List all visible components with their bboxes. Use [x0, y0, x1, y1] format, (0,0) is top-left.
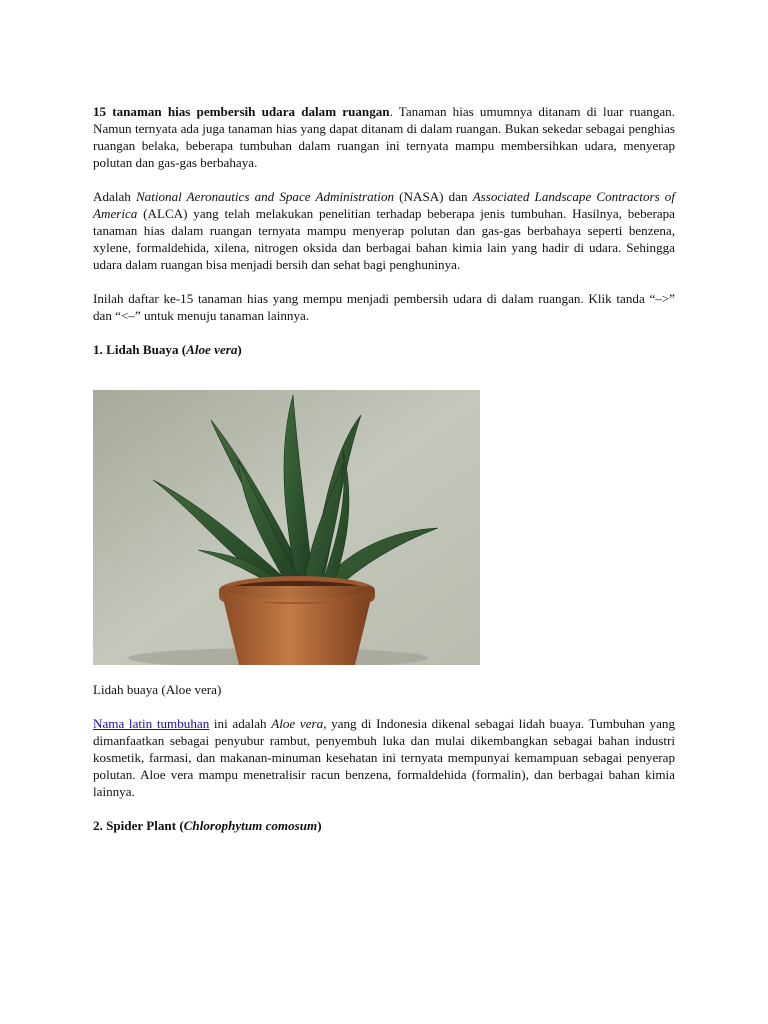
- aloe-vera-photo: [93, 390, 480, 665]
- item-2-heading-prefix: 2. Spider Plant (: [93, 818, 184, 833]
- nasa-text-1: Adalah: [93, 189, 136, 204]
- latin-name-link[interactable]: Nama latin tumbuhan: [93, 716, 210, 731]
- nasa-name: National Aeronautics and Space Administration: [135, 189, 395, 204]
- item-1-content: [93, 715, 675, 851]
- item-1-heading-suffix: ): [237, 342, 242, 357]
- item-1-heading-latin: Aloe vera: [186, 342, 238, 357]
- nasa-text-2: (NASA) dan: [394, 189, 473, 204]
- item-1-text-2: , yang di Indonesia dikenal sebagai lidah buaya. Tumbuhan yang dimanfaatkan sebagai penyubur rambut, penyembuh luka dan mulai dikembangkan sebagai bahan industri kosmetik, farmasi, dan makanan-minuman kesehatan ini ternyata mempunyai kemampuan sebagai penyerap polutan. Aloe vera mampu menetralisir racun benzena, formaldehida (formalin), dan berbagai bahan kimia lainnya.: [93, 716, 676, 799]
- alca-name: Associated Landscape Contractors of America: [93, 189, 675, 221]
- item-1-paragraph: [93, 715, 675, 800]
- item-2-heading: [93, 817, 675, 834]
- item-1-latin: Aloe vera: [271, 716, 324, 731]
- list-intro-paragraph: Inilah daftar ke-15 tanaman hias yang mempu menjadi pembersih udara di dalam ruangan. Klik tanda “–>” dan “<–” untuk menuju tanaman lainnya.: [93, 291, 675, 323]
- intro-text: . Tanaman hias umumnya ditanam di luar ruangan. Namun ternyata ada juga tanaman hias yang dapat ditanam di dalam ruangan. Bukan sekedar sebagai penghias ruangan belaka, beberapa tumbuhan dalam ruangan ini ternyata mampu membersihkan udara, menyerap polutan dan gas-gas berbahaya.: [93, 104, 675, 170]
- item-2-heading-latin: Chlorophytum comosum: [183, 818, 318, 833]
- item-2-heading-suffix: ): [317, 818, 322, 833]
- photo-caption: Lidah buaya (Aloe vera): [93, 682, 222, 697]
- intro-title: 15 tanaman hias pembersih udara dalam ruangan: [93, 104, 390, 119]
- nasa-text-3: (ALCA) yang telah melakukan penelitian terhadap beberapa jenis tumbuhan. Hasilnya, beberapa tanaman hias dalam ruangan ternyata mampu menyerap polutan dan gas-gas berbahaya seperti benzena, xylene, formaldehida, xilena, nitrogen oksida dan berbagai bahan kimia lain yang hadir di udara. Sehingga udara dalam ruangan bisa menjadi bersih dan sehat bagi penghuninya.: [93, 206, 675, 272]
- item-1-heading-prefix: 1. Lidah Buaya (: [93, 342, 187, 357]
- intro-paragraph: [93, 103, 675, 171]
- item-1-text-1: ini adalah: [209, 716, 272, 731]
- document-body: [93, 103, 675, 375]
- item-1-heading: [93, 341, 675, 358]
- nasa-paragraph: [93, 188, 675, 273]
